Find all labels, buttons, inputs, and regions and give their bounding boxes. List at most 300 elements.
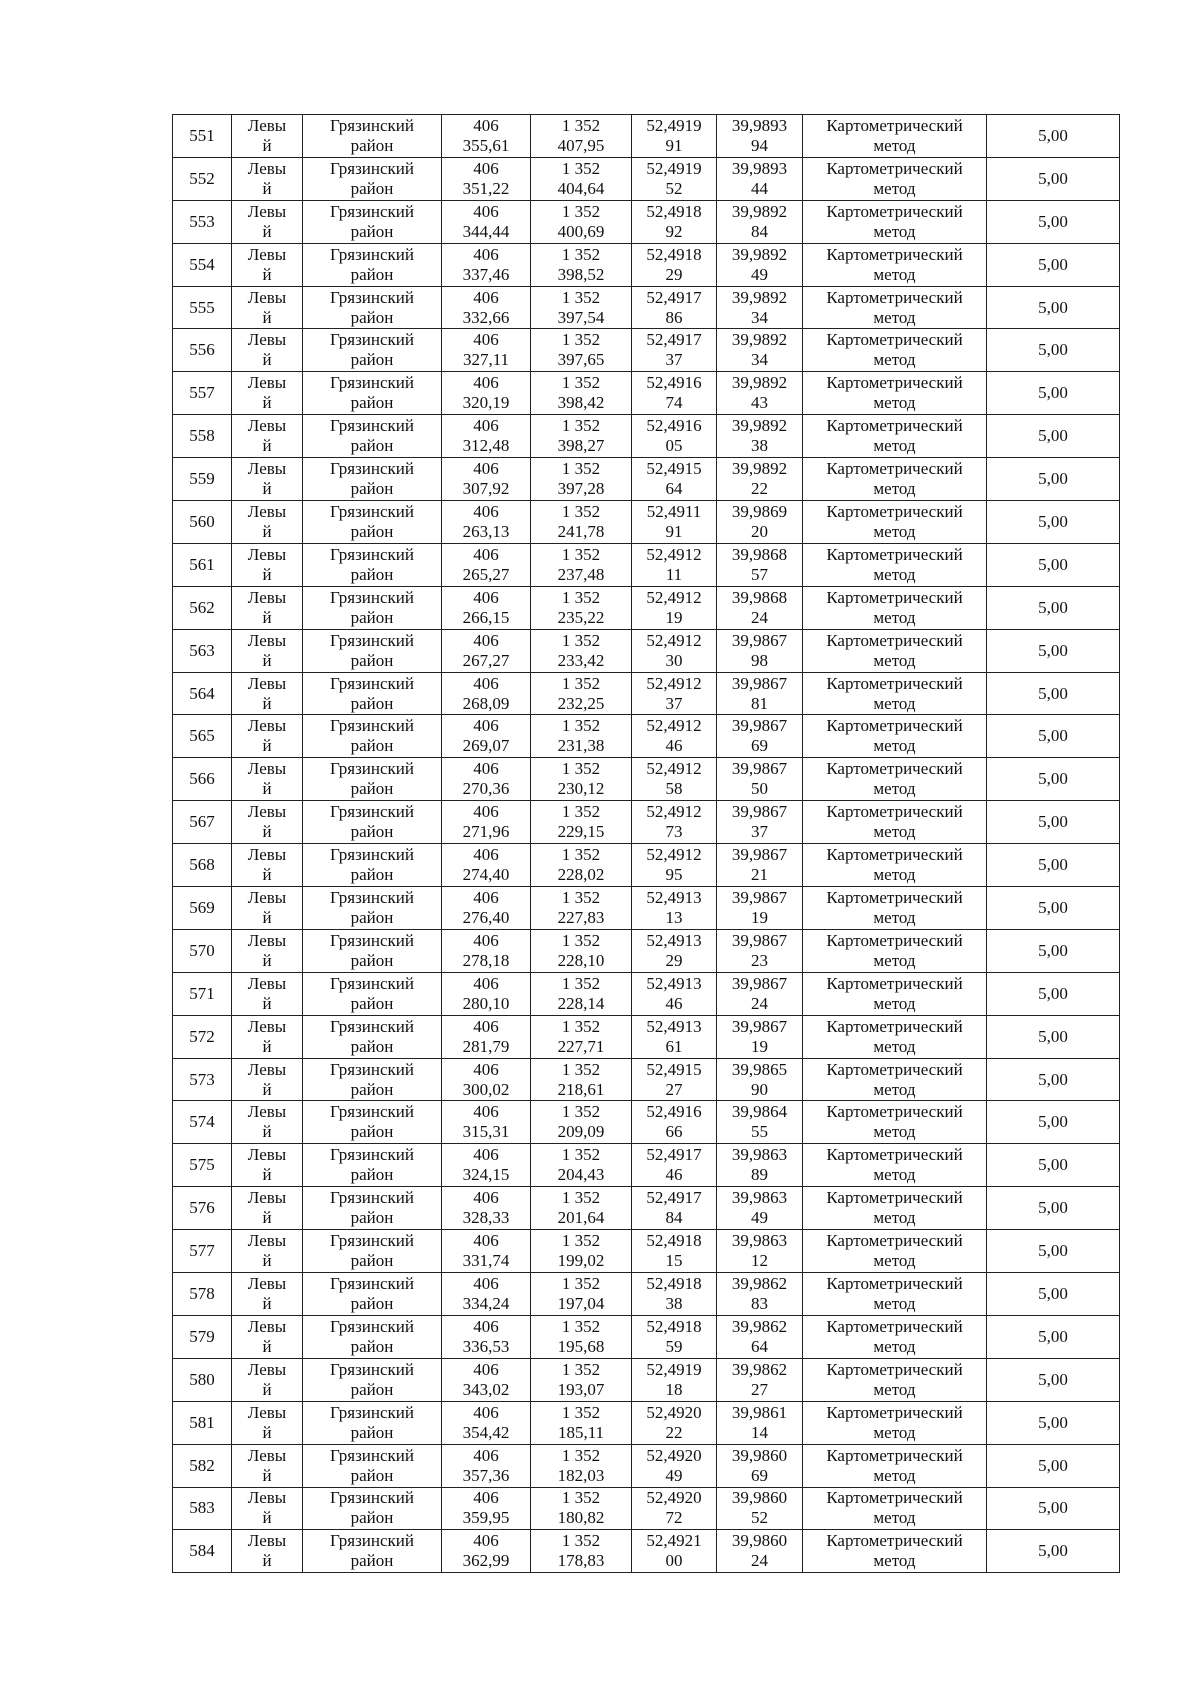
cell-coord-y-line: 398,27 [557,436,605,456]
cell-bank-side-line: Левы [247,1231,287,1251]
cell-longitude-line: 24 [751,1551,768,1571]
cell-district [303,372,442,415]
cell-bank-side [232,629,303,672]
cell-longitude-line: 39,9893 [731,115,788,135]
cell-district-line: район [350,135,394,155]
cell-district-line: район [350,1208,394,1228]
cell-coord-y-line: 1 352 [561,802,601,822]
cell-district-line: Грязинский [330,802,414,822]
cell-coord-y-line: 407,95 [557,135,605,155]
cell-latitude-line: 52,4913 [646,930,702,950]
cell-coord-y-line: 1 352 [561,1145,601,1165]
cell-latitude-line: 52,4912 [646,759,702,779]
cell-bank-side-line: Левы [247,673,287,693]
cell-coord-x-line: 406 [473,802,499,822]
cell-longitude [717,1187,803,1230]
cell-coord-x-line: 263,13 [462,521,510,541]
cell-longitude [717,458,803,501]
cell-longitude-line: 39,9868 [731,587,788,607]
cell-coord-y [531,1401,632,1444]
cell-coord-y-line: 235,22 [557,607,605,627]
cell-longitude [717,1015,803,1058]
cell-coord-x-line: 406 [473,587,499,607]
table-row [173,200,1120,243]
cell-method [803,157,987,200]
cell-accuracy: 5,00 [987,415,1120,458]
cell-bank-side-line: Левы [247,1273,287,1293]
cell-coord-x-line: 406 [473,1445,499,1465]
cell-longitude [717,758,803,801]
cell-latitude-line: 52,4912 [646,587,702,607]
table-row [173,929,1120,972]
cell-longitude [717,243,803,286]
table-row [173,1015,1120,1058]
cell-method [803,629,987,672]
cell-coord-y-line: 201,64 [557,1208,605,1228]
cell-coord-y [531,672,632,715]
cell-latitude [632,1487,717,1530]
cell-coord-y [531,200,632,243]
cell-bank-side-line: Левы [247,802,287,822]
cell-district [303,415,442,458]
cell-latitude-line: 37 [665,350,683,370]
cell-accuracy: 5,00 [987,501,1120,544]
cell-bank-side-line: Левы [247,158,287,178]
cell-method-line: метод [873,822,916,842]
cell-latitude [632,157,717,200]
cell-district-line: район [350,393,394,413]
cell-district-line: Грязинский [330,759,414,779]
cell-method-line: Картометрический [826,1273,963,1293]
cell-district [303,672,442,715]
cell-bank-side-line: й [262,1208,272,1228]
cell-coord-x-line: 344,44 [462,221,510,241]
cell-coord-x [442,1358,531,1401]
cell-coord-x [442,758,531,801]
cell-point-number: 567 [173,801,232,844]
cell-coord-x-line: 406 [473,1531,499,1551]
cell-coord-y-line: 400,69 [557,221,605,241]
cell-latitude-line: 19 [665,607,683,627]
cell-district-line: район [350,693,394,713]
cell-coord-x-line: 351,22 [462,178,510,198]
cell-latitude-line: 52,4918 [646,1231,702,1251]
cell-bank-side-line: й [262,865,272,885]
cell-method-line: Картометрический [826,1359,963,1379]
cell-latitude [632,1058,717,1101]
cell-method [803,801,987,844]
cell-point-number: 568 [173,844,232,887]
cell-longitude-line: 39,9867 [731,887,788,907]
cell-longitude [717,200,803,243]
cell-bank-side-line: Левы [247,759,287,779]
cell-district-line: район [350,436,394,456]
cell-bank-side [232,243,303,286]
cell-accuracy: 5,00 [987,372,1120,415]
table-row [173,1487,1120,1530]
cell-bank-side [232,1101,303,1144]
cell-method-line: Картометрический [826,1488,963,1508]
cell-latitude [632,1401,717,1444]
cell-longitude [717,672,803,715]
cell-longitude [717,715,803,758]
cell-coord-x [442,586,531,629]
cell-coord-y [531,1358,632,1401]
cell-method-line: Картометрический [826,287,963,307]
cell-district-line: район [350,479,394,499]
cell-district-line: Грязинский [330,459,414,479]
cell-coord-x-line: 355,61 [462,135,510,155]
cell-latitude-line: 22 [665,1422,683,1442]
cell-district-line: Грязинский [330,1531,414,1551]
cell-longitude-line: 19 [751,907,768,927]
cell-method-line: метод [873,521,916,541]
cell-bank-side [232,844,303,887]
cell-coord-y [531,801,632,844]
cell-method [803,1273,987,1316]
cell-method-line: метод [873,178,916,198]
cell-point-number: 578 [173,1273,232,1316]
cell-longitude [717,801,803,844]
cell-latitude-line: 52,4912 [646,630,702,650]
cell-bank-side-line: Левы [247,1402,287,1422]
cell-coord-y-line: 1 352 [561,759,601,779]
cell-longitude-line: 43 [751,393,768,413]
cell-bank-side [232,1058,303,1101]
cell-coord-x [442,243,531,286]
cell-latitude-line: 52,4916 [646,373,702,393]
cell-coord-x-line: 336,53 [462,1336,510,1356]
cell-method-line: метод [873,1465,916,1485]
cell-method [803,243,987,286]
cell-coord-y-line: 1 352 [561,1445,601,1465]
cell-district-line: Грязинский [330,416,414,436]
cell-longitude-line: 39,9867 [731,630,788,650]
cell-accuracy: 5,00 [987,458,1120,501]
cell-coord-x-line: 280,10 [462,993,510,1013]
cell-district-line: Грязинский [330,1145,414,1165]
cell-method-line: метод [873,1293,916,1313]
cell-coord-x [442,1401,531,1444]
cell-method-line: Картометрический [826,158,963,178]
cell-coord-y-line: 1 352 [561,158,601,178]
cell-bank-side [232,929,303,972]
cell-longitude-line: 39,9892 [731,287,788,307]
cell-coord-y [531,1230,632,1273]
cell-coord-x-line: 267,27 [462,650,510,670]
cell-coord-x-line: 320,19 [462,393,510,413]
cell-latitude-line: 52,4912 [646,845,702,865]
cell-coord-x-line: 406 [473,759,499,779]
cell-bank-side [232,543,303,586]
cell-bank-side-line: й [262,822,272,842]
cell-bank-side-line: Левы [247,845,287,865]
cell-longitude [717,1358,803,1401]
cell-point-number: 575 [173,1144,232,1187]
cell-coord-y [531,1487,632,1530]
cell-method-line: Картометрический [826,416,963,436]
cell-coord-y-line: 1 352 [561,501,601,521]
cell-bank-side-line: й [262,1508,272,1528]
cell-coord-x-line: 274,40 [462,865,510,885]
cell-coord-x-line: 406 [473,887,499,907]
cell-coord-x [442,887,531,930]
cell-coord-y-line: 1 352 [561,1273,601,1293]
cell-method [803,415,987,458]
cell-district-line: район [350,1465,394,1485]
cell-longitude-line: 38 [751,436,768,456]
cell-longitude [717,1144,803,1187]
cell-coord-y-line: 397,54 [557,307,605,327]
cell-longitude [717,1273,803,1316]
cell-longitude-line: 39,9864 [731,1102,788,1122]
cell-method [803,1487,987,1530]
cell-method [803,586,987,629]
cell-coord-x [442,543,531,586]
cell-bank-side [232,715,303,758]
cell-method-line: метод [873,564,916,584]
cell-longitude-line: 49 [751,1208,768,1228]
cell-longitude [717,1101,803,1144]
cell-district [303,157,442,200]
cell-longitude-line: 39,9892 [731,244,788,264]
cell-coord-x-line: 406 [473,416,499,436]
cell-district-line: район [350,1336,394,1356]
cell-latitude-line: 74 [665,393,683,413]
cell-coord-x-line: 270,36 [462,779,510,799]
cell-method-line: Картометрический [826,1445,963,1465]
cell-accuracy: 5,00 [987,157,1120,200]
cell-district-line: Грязинский [330,373,414,393]
cell-method-line: Картометрический [826,759,963,779]
cell-bank-side [232,672,303,715]
cell-bank-side-line: Левы [247,115,287,135]
cell-coord-x-line: 337,46 [462,264,510,284]
cell-coord-y [531,458,632,501]
cell-coord-x-line: 324,15 [462,1165,510,1185]
cell-coord-y-line: 1 352 [561,1531,601,1551]
cell-coord-x-line: 406 [473,845,499,865]
cell-method-line: метод [873,479,916,499]
cell-coord-y-line: 237,48 [557,564,605,584]
cell-district [303,1401,442,1444]
cell-coord-y-line: 1 352 [561,887,601,907]
cell-coord-x [442,672,531,715]
cell-coord-y [531,972,632,1015]
cell-longitude-line: 39,9867 [731,673,788,693]
cell-longitude-line: 55 [751,1122,768,1142]
cell-longitude [717,372,803,415]
cell-latitude-line: 00 [665,1551,683,1571]
table-row [173,1530,1120,1573]
cell-method [803,844,987,887]
cell-latitude [632,758,717,801]
cell-accuracy: 5,00 [987,972,1120,1015]
cell-latitude-line: 37 [665,693,683,713]
cell-latitude-line: 30 [665,650,683,670]
cell-latitude [632,629,717,672]
cell-latitude-line: 72 [665,1508,683,1528]
cell-coord-x [442,972,531,1015]
cell-coord-x-line: 268,09 [462,693,510,713]
cell-longitude-line: 64 [751,1336,768,1356]
cell-coord-x [442,458,531,501]
cell-longitude-line: 89 [751,1165,768,1185]
cell-latitude [632,1187,717,1230]
cell-coord-x-line: 315,31 [462,1122,510,1142]
cell-latitude-line: 84 [665,1208,683,1228]
cell-bank-side-line: Левы [247,1059,287,1079]
cell-district-line: район [350,1293,394,1313]
cell-coord-x [442,929,531,972]
cell-district [303,844,442,887]
cell-longitude-line: 39,9892 [731,373,788,393]
cell-longitude-line: 14 [751,1422,768,1442]
cell-coord-x [442,629,531,672]
table-row [173,672,1120,715]
cell-coord-x-line: 406 [473,501,499,521]
cell-longitude [717,586,803,629]
table-row [173,115,1120,158]
cell-latitude [632,458,717,501]
cell-method-line: Картометрический [826,244,963,264]
cell-longitude [717,1530,803,1573]
cell-district-line: район [350,822,394,842]
cell-longitude-line: 52 [751,1508,768,1528]
cell-accuracy: 5,00 [987,1315,1120,1358]
cell-accuracy: 5,00 [987,1530,1120,1573]
cell-method-line: метод [873,650,916,670]
cell-accuracy: 5,00 [987,1101,1120,1144]
cell-latitude [632,243,717,286]
cell-latitude-line: 15 [665,1251,683,1271]
cell-latitude-line: 91 [665,135,683,155]
cell-longitude-line: 39,9863 [731,1145,788,1165]
cell-method [803,329,987,372]
cell-point-number: 561 [173,543,232,586]
cell-coord-y-line: 1 352 [561,1316,601,1336]
cell-bank-side-line: Левы [247,587,287,607]
cell-coord-y [531,629,632,672]
cell-coord-x-line: 334,24 [462,1293,510,1313]
cell-bank-side [232,458,303,501]
cell-coord-x [442,801,531,844]
cell-coord-y [531,1144,632,1187]
cell-coord-y-line: 232,25 [557,693,605,713]
cell-accuracy: 5,00 [987,715,1120,758]
cell-method [803,286,987,329]
cell-latitude [632,1015,717,1058]
cell-latitude [632,115,717,158]
cell-bank-side-line: й [262,693,272,713]
cell-coord-y-line: 1 352 [561,630,601,650]
cell-longitude-line: 20 [751,521,768,541]
cell-coord-x-line: 359,95 [462,1508,510,1528]
cell-bank-side-line: й [262,1036,272,1056]
cell-longitude-line: 39,9862 [731,1273,788,1293]
cell-method [803,715,987,758]
cell-latitude [632,1530,717,1573]
cell-point-number: 570 [173,929,232,972]
cell-latitude-line: 52,4916 [646,416,702,436]
cell-longitude-line: 27 [751,1379,768,1399]
cell-district-line: район [350,178,394,198]
cell-district-line: район [350,521,394,541]
table-row [173,458,1120,501]
cell-coord-y [531,758,632,801]
cell-coord-y [531,1101,632,1144]
cell-coord-y-line: 1 352 [561,716,601,736]
cell-latitude [632,1444,717,1487]
cell-coord-x [442,372,531,415]
cell-longitude-line: 39,9862 [731,1316,788,1336]
cell-coord-y [531,1444,632,1487]
cell-district-line: Грязинский [330,1188,414,1208]
cell-method-line: метод [873,393,916,413]
cell-method-line: метод [873,264,916,284]
cell-coord-x-line: 406 [473,716,499,736]
cell-coord-y-line: 228,10 [557,950,605,970]
cell-latitude-line: 91 [665,521,683,541]
cell-longitude-line: 39,9867 [731,759,788,779]
cell-method [803,115,987,158]
cell-latitude-line: 05 [665,436,683,456]
cell-coord-x-line: 406 [473,1316,499,1336]
cell-coord-y-line: 193,07 [557,1379,605,1399]
cell-longitude-line: 90 [751,1079,768,1099]
cell-accuracy: 5,00 [987,586,1120,629]
cell-method [803,1058,987,1101]
cell-accuracy: 5,00 [987,1358,1120,1401]
cell-latitude [632,887,717,930]
cell-bank-side [232,1530,303,1573]
cell-method [803,1144,987,1187]
cell-accuracy: 5,00 [987,1144,1120,1187]
cell-bank-side [232,157,303,200]
cell-coord-x-line: 406 [473,1402,499,1422]
cell-coord-y [531,372,632,415]
cell-district-line: район [350,865,394,885]
cell-district-line: Грязинский [330,501,414,521]
cell-latitude [632,801,717,844]
cell-bank-side [232,1144,303,1187]
cell-point-number: 564 [173,672,232,715]
cell-longitude-line: 44 [751,178,768,198]
cell-bank-side-line: й [262,436,272,456]
cell-bank-side-line: Левы [247,287,287,307]
cell-district [303,1101,442,1144]
cell-latitude-line: 52,4920 [646,1445,702,1465]
cell-longitude-line: 49 [751,264,768,284]
cell-coord-x [442,501,531,544]
cell-longitude-line: 39,9869 [731,501,788,521]
cell-bank-side-line: й [262,264,272,284]
cell-coord-x-line: 327,11 [462,350,510,370]
cell-coord-y-line: 1 352 [561,1188,601,1208]
cell-point-number: 576 [173,1187,232,1230]
cell-latitude-line: 52,4913 [646,973,702,993]
cell-longitude-line: 24 [751,993,768,1013]
cell-coord-y [531,329,632,372]
cell-method-line: Картометрический [826,1059,963,1079]
cell-coord-y-line: 1 352 [561,845,601,865]
cell-district-line: район [350,907,394,927]
cell-bank-side-line: й [262,135,272,155]
cell-method-line: метод [873,907,916,927]
table-row [173,1273,1120,1316]
cell-bank-side [232,586,303,629]
cell-latitude-line: 95 [665,865,683,885]
